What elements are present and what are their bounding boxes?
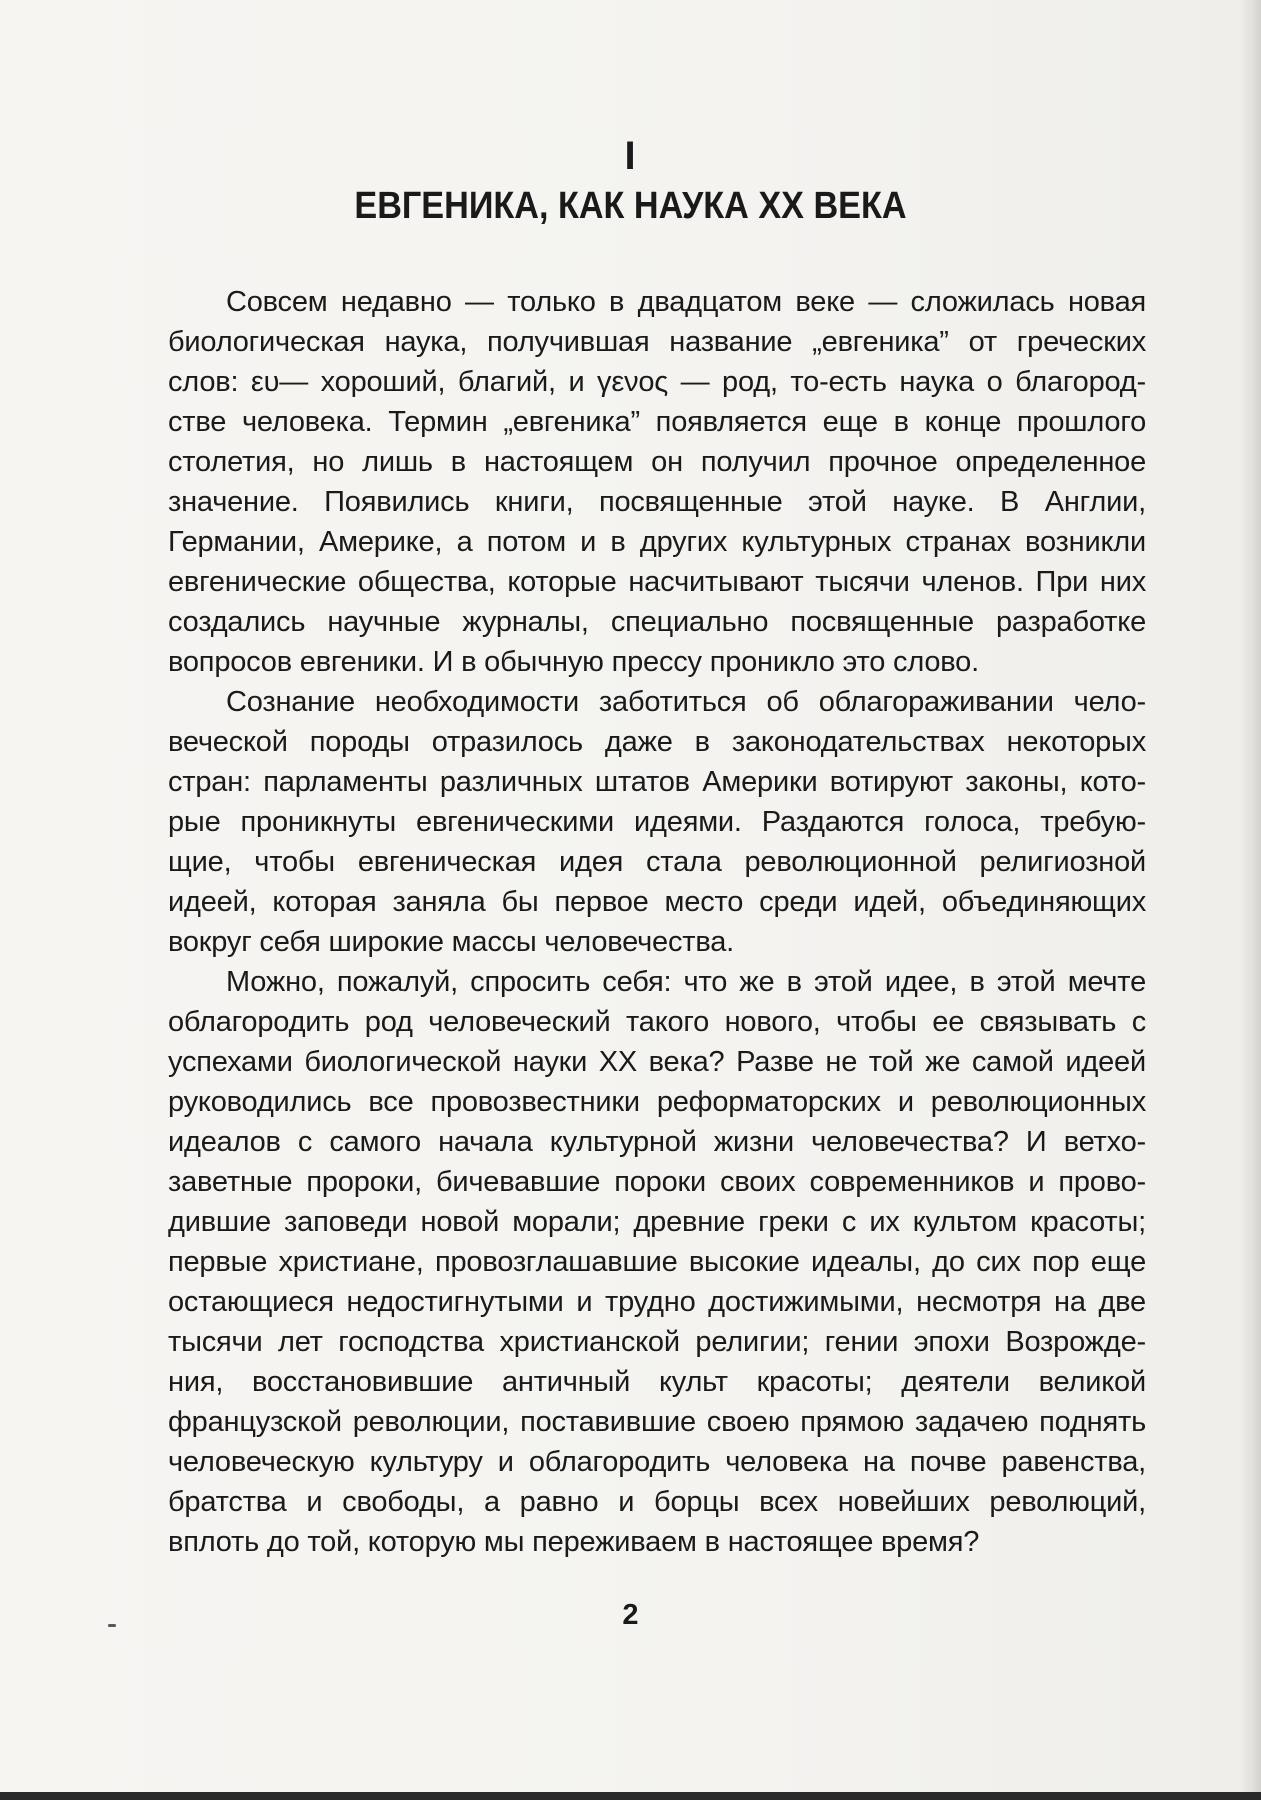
text-line: Можно, пожалуй, спросить себя: что же в этой идее, в этой мечте <box>226 966 1146 998</box>
text-line: идеей, которая заняла бы первое место среди идей, объединяющих <box>168 886 1146 918</box>
text-line: ния, восстановившие античный культ красоты; деятели великой <box>168 1366 1146 1398</box>
text-line: тысячи лет господства христианской религии; гении эпохи Возрожде- <box>168 1326 1146 1358</box>
text-line: Совсем недавно — только в двадцатом веке — сложилась новая <box>226 286 1146 318</box>
text-line: веческой породы отразилось даже в законодательствах некоторых <box>168 726 1146 758</box>
text-line: евгенические общества, которые насчитывают тысячи членов. При них <box>168 566 1146 598</box>
text-line: значение. Появились книги, посвященные этой науке. В Англии, <box>168 486 1146 518</box>
text-line: идеалов с самого начала культурной жизни человечества? И ветхо- <box>168 1126 1146 1158</box>
body-text <box>168 282 1146 1562</box>
text-line: вопросов евгеники. И в обычную прессу проникло это слово. <box>168 646 979 678</box>
text-line: создались научные журналы, специально посвященные разработке <box>168 606 1146 638</box>
text-line: первые христиане, провозглашавшие высокие идеалы, до сих пор еще <box>168 1246 1146 1278</box>
page-edge-shadow <box>1239 0 1261 1800</box>
scan-mark <box>108 1624 116 1627</box>
text-line: руководились все провозвестники реформаторских и революционных <box>168 1086 1146 1118</box>
chapter-number: I <box>624 134 637 178</box>
text-line: французской революции, поставившие своею прямою задачею поднять <box>168 1406 1146 1438</box>
text-line: рые проникнуты евгеническими идеями. Раздаются голоса, требую- <box>168 806 1146 838</box>
text-line: заветные пророки, бичевавшие пороки своих современников и прово- <box>168 1166 1146 1198</box>
text-line: остающиеся недостигнутыми и трудно достижимыми, несмотря на две <box>168 1286 1146 1318</box>
page-number: 2 <box>622 1599 639 1631</box>
text-line: стве человека. Термин „евгеника” появляется еще в конце прошлого <box>168 406 1146 438</box>
text-line: успехами биологической науки XX века? Разве не той же самой идеей <box>168 1046 1146 1078</box>
scan-border <box>0 1792 1261 1800</box>
text-line: вплоть до той, которую мы переживаем в настоящее время? <box>168 1526 980 1558</box>
text-line: облагородить род человеческий такого нового, чтобы ее связывать с <box>168 1006 1146 1038</box>
text-line: биологическая наука, получившая название „евгеника” от греческих <box>168 326 1146 358</box>
text-line: человеческую культуру и облагородить человека на почве равенства, <box>168 1446 1146 1478</box>
text-line: дившие заповеди новой морали; древние греки с их культом красоты; <box>168 1206 1146 1238</box>
text-line: братства и свободы, а равно и борцы всех новейших революций, <box>168 1486 1146 1518</box>
text-line: щие, чтобы евгеническая идея стала революционной религиозной <box>168 846 1146 878</box>
chapter-title: ЕВГЕНИКА, КАК НАУКА XX ВЕКА <box>354 185 907 227</box>
text-line: слов: ευ— хороший, благий, и γενος — род, то-есть наука о благород- <box>168 366 1146 398</box>
text-line: Германии, Америке, а потом и в других культурных странах возникли <box>168 526 1146 558</box>
text-line: столетия, но лишь в настоящем он получил прочное определенное <box>168 446 1146 478</box>
text-line: Сознание необходимости заботиться об облагораживании чело- <box>226 686 1146 718</box>
text-line: вокруг себя широкие массы человечества. <box>168 926 735 958</box>
text-line: стран: парламенты различных штатов Америки вотируют законы, кото- <box>168 766 1146 798</box>
